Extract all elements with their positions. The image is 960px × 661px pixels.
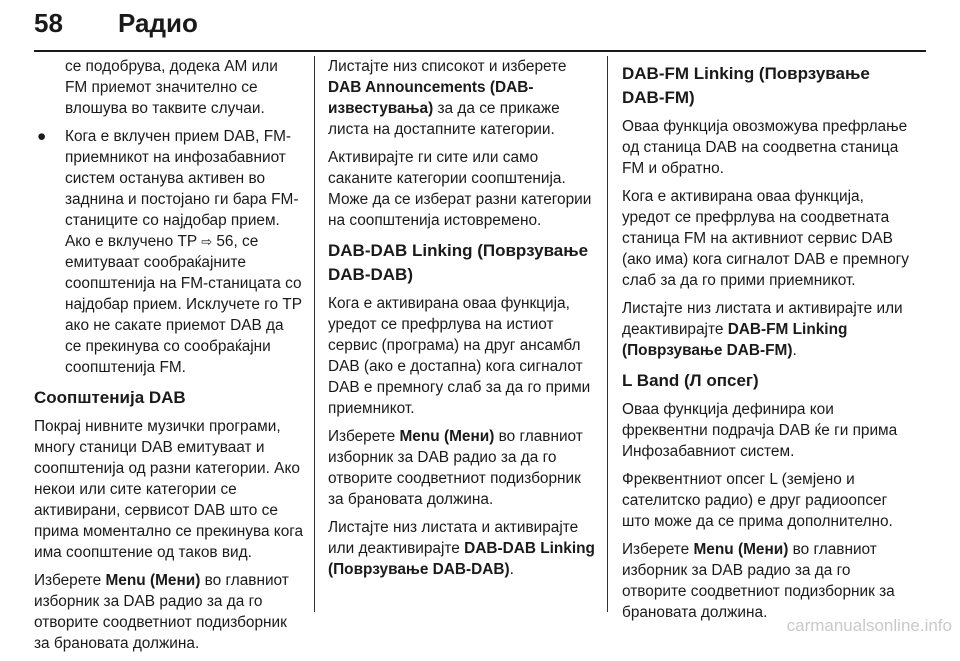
paragraph-dab-fm-function: Оваа функција овозможува префрлање од станица DAB на соодветна станица FM и обратно.	[622, 118, 908, 177]
heading-l-band: L Band (Л опсег)	[622, 371, 759, 390]
page-number: 58	[34, 8, 63, 38]
paragraph-activate-categories: Активирајте ги сите или само саканите категории соопштенија. Може да се изберат разни категории на соопштенија истовремено.	[328, 149, 592, 229]
column-divider-2	[607, 56, 608, 612]
paragraph-toggle-dab-dab: Листајте низ листата и активирајте или деактивирајте DAB-DAB Linking (Поврзување DAB-DAB).	[328, 519, 595, 578]
paragraph-l-band-range: Фреквентниот опсег L (земјено и сателитско радио) е друг радиоопсег што може да се прима дополнително.	[622, 471, 893, 530]
menu-term: Menu (Мени)	[693, 541, 789, 558]
paragraph-toggle-dab-fm: Листајте низ листата и активирајте или деактивирајте DAB-FM Linking (Поврзување DAB-FM).	[622, 300, 903, 359]
dab-dab-linking-term: DAB-DAB Linking (Поврзување DAB-DAB)	[328, 540, 595, 578]
paragraph-dab-fm-active: Кога е активирана оваа функција, уредот се префрлува на соодветната станица FM на активниот сервис DAB (ако има) кога сигналот DAB е премногу слаб за да го прими приемникот.	[622, 188, 909, 289]
paragraph-l-band-function: Оваа функција дефинира кои фреквентни подрачја DAB ќе ги прима Инфозабавниот систем.	[622, 401, 898, 460]
heading-dab-announcements: Соопштенија DAB	[34, 388, 186, 407]
paragraph-am-fm: се подобрува, додека AM или FM приемот значително се влошува во таквите случаи.	[65, 58, 278, 117]
paragraph-select-menu: Изберете Menu (Мени) во главниот изборник за DAB радио за да го отворите соодветниот подизборник за брановата должина.	[34, 572, 289, 652]
bullet-dot-icon: ●	[37, 128, 47, 145]
bullet-text-b: 56, се емитуваат сообраќајните соопштенија на FM-станицата со најдобар прием. Исклучете го TP ако не сакате приемот DAB да се прекинува со сообраќајни соопштенија FM.	[65, 233, 302, 376]
dab-announcements-term: DAB Announcements (DAB-известувања)	[328, 79, 534, 117]
bullet-item-dab-fm	[34, 126, 304, 378]
page-ref-arrow-icon[interactable]: ⇨	[201, 234, 213, 249]
column-3	[622, 56, 914, 630]
heading-dab-fm-linking: DAB-FM Linking (Поврзување DAB-FM)	[622, 64, 870, 107]
paragraph-announcements-list: Листајте низ списокот и изберете DAB Announcements (DAB-известувања) за да се прикаже листа на достапните категории.	[328, 58, 567, 138]
column-1	[34, 56, 304, 661]
paragraph-dab-dab-function: Кога е активирана оваа функција, уредот се префрлува на истиот сервис (програма) на друг ансамбл DAB (ако е достапна) кога сигналот DAB е премногу слаб за да го прими приемникот.	[328, 295, 591, 417]
paragraph-select-menu-2: Изберете Menu (Мени) во главниот изборник за DAB радио за да го отворите соодветниот подизборник за брановата должина.	[328, 428, 583, 508]
paragraph-select-menu-3: Изберете Menu (Мени) во главниот изборник за DAB радио за да го отворите соодветниот подизборник за брановата должина.	[622, 541, 895, 621]
page-title: Радио	[118, 8, 198, 38]
menu-term: Menu (Мени)	[105, 572, 201, 589]
column-divider-1	[314, 56, 315, 612]
column-2	[328, 56, 598, 587]
menu-term: Menu (Мени)	[399, 428, 495, 445]
header-rule	[34, 50, 926, 52]
bullet-text-a: Кога е вклучен прием DAB, FM-приемникот на инфозабавниот систем останува активен во заднина и постојано ги бара FM-станиците со најдобар прием. Ако е вклучено TP	[65, 128, 299, 250]
watermark: carmanualsonline.info	[786, 616, 952, 635]
paragraph-announcements: Покрај нивните музички програми, многу станици DAB емитуваат и соопштенија од разни категории. Ако некои или сите категории се активирани, сервисот DAB што се прима моментално се прекинува кога има соопштение од таков вид.	[34, 418, 304, 561]
dab-fm-linking-term: DAB-FM Linking (Поврзување DAB-FM)	[622, 321, 848, 359]
heading-dab-dab-linking: DAB-DAB Linking (Поврзување DAB-DAB)	[328, 241, 589, 284]
